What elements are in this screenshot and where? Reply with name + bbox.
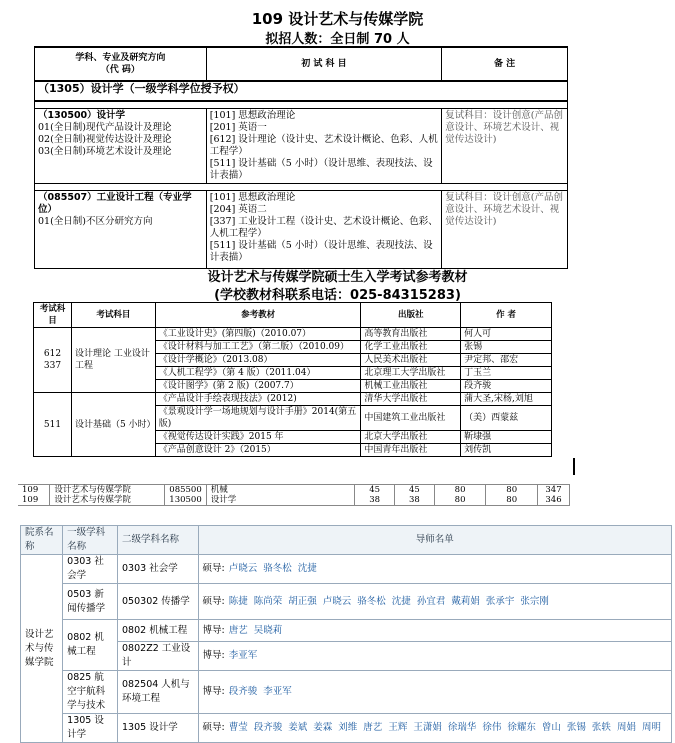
tutor-list (198, 555, 671, 584)
table-row (21, 642, 672, 671)
tutor-list (198, 671, 671, 714)
discipline-heading: （1305）设计学（一级学科学位授予权） (35, 81, 568, 101)
header-book: 参考教材 (155, 303, 361, 328)
author: 段齐骏 (461, 380, 552, 393)
book-title: 《设计图学》(第 2 版)（2007.7） (155, 380, 361, 393)
subject-code: 511 (34, 393, 72, 457)
tutor-link[interactable]: 姜斌 (288, 722, 308, 733)
score-total: 346 (538, 495, 570, 506)
table-header-row (35, 47, 568, 81)
publisher: 北京理工大学出版社 (361, 367, 461, 380)
book-title: 《设计学概论》（2013.08） (155, 354, 361, 367)
major-cell: （130500）设计学 01(全日制)现代产品设计及理论 02(全日制)视觉传达设计及理论 03(全日制)环境艺术设计及理论 (35, 109, 207, 184)
tutor-list (198, 714, 671, 743)
tutor-link[interactable]: 沈捷 (391, 595, 411, 607)
tutor-list (198, 584, 671, 620)
header-notes: 备 注 (442, 47, 568, 81)
score-value: 80 (434, 485, 486, 496)
tutor-link[interactable]: 陈捷 (228, 595, 248, 607)
tutor-link[interactable]: 唐艺 (363, 722, 383, 733)
major-code: 130500 (165, 495, 206, 506)
major-code: 085500 (165, 485, 206, 496)
score-value: 80 (434, 495, 486, 506)
author: 张锡 (461, 341, 552, 354)
tutor-link[interactable]: 唐艺 (228, 624, 248, 636)
tutor-link[interactable]: 吴晓莉 (253, 624, 283, 636)
first-discipline: 1305 设计学 (63, 714, 118, 743)
table-row (34, 393, 552, 406)
tutor-link[interactable]: 周明 (641, 722, 661, 733)
tutor-role-label: 硕导: (202, 722, 225, 733)
table-header-row (21, 526, 672, 555)
major-cell: （085507）工业设计工程（专业学位） 01(全日制)不区分研究方向 (35, 191, 207, 269)
tutor-link[interactable]: 胡正强 (288, 595, 317, 607)
note-cell: 复试科目：设计创意(产品创意设计、环境艺术设计、视觉传达设计) (442, 191, 568, 269)
tutor-role-label: 博导: (202, 650, 225, 661)
exam-subjects-table (34, 46, 568, 269)
header-tutors: 导师名单 (198, 526, 671, 555)
publisher: 机械工业出版社 (361, 380, 461, 393)
page-title: 109 设计艺术与传媒学院 (251, 10, 424, 28)
tutor-link[interactable]: 王辉 (388, 722, 408, 733)
tutor-link[interactable]: 段齐骏 (253, 722, 283, 733)
tutor-link[interactable]: 周娟 (616, 722, 636, 733)
tutor-link[interactable]: 卢晓云 (322, 595, 352, 607)
table-row (35, 109, 568, 184)
header-subject: 考试科目 (71, 303, 155, 328)
subject-name: 设计理论 工业设计工程 (71, 328, 155, 393)
table-row (21, 714, 672, 743)
book-title: 《产品设计手绘表现技法》(2012) (155, 393, 361, 406)
book-title: 《设计材料与加工工艺》（第二版）（2010.09） (155, 341, 361, 354)
header-first-discipline: 一级学科名称 (63, 526, 118, 555)
table-row (35, 191, 568, 269)
second-discipline: 082504 人机与环境工程 (118, 671, 199, 714)
tutor-link[interactable]: 骆冬松 (263, 563, 292, 574)
school-name: 设计艺术与传媒学院 (50, 485, 165, 496)
first-discipline: 0503 新闻传播学 (63, 584, 118, 620)
score-lines-table (18, 484, 570, 506)
second-discipline: 0303 社会学 (118, 555, 199, 584)
score-value: 45 (355, 485, 395, 496)
score-value: 45 (395, 485, 435, 496)
text-cursor (573, 458, 575, 475)
school-code: 109 (18, 485, 50, 496)
tutor-link[interactable]: 张承宇 (485, 595, 515, 607)
header-code: 考试科目 (34, 303, 72, 328)
tutor-link[interactable]: 曹莹 (228, 722, 248, 733)
second-discipline: 0802Z2 工业设计 (118, 642, 199, 671)
header-dept: 院系名称 (21, 526, 63, 555)
tutor-link[interactable]: 张轶 (591, 722, 611, 733)
book-title: 《人机工程学》（第 4 版）（2011.04） (155, 367, 361, 380)
author: 尹定邦、邵宏 (461, 354, 552, 367)
publisher: 清华大学出版社 (361, 393, 461, 406)
tutor-role-label: 硕导: (202, 563, 225, 574)
tutors-table (20, 525, 672, 743)
table-row (18, 495, 570, 506)
header-publisher: 出版社 (361, 303, 461, 328)
author: 蒲大圣,宋杨,刘旭 (461, 393, 552, 406)
second-discipline: 050302 传播学 (118, 584, 199, 620)
subject-name: 设计基础（5 小时） (71, 393, 155, 457)
table-row (21, 671, 672, 714)
author: 靳埭强 (461, 431, 552, 444)
first-discipline: 0303 社会学 (63, 555, 118, 584)
publisher: 人民美术出版社 (361, 354, 461, 367)
author: 刘传凯 (461, 444, 552, 457)
table-row (21, 584, 672, 620)
tutor-list (198, 620, 671, 642)
publisher: 高等教育出版社 (361, 328, 461, 341)
author: 何人可 (461, 328, 552, 341)
school-code: 109 (18, 495, 50, 506)
first-discipline: 0825 航空宇航科学与技术 (63, 671, 118, 714)
subjects-cell: [101] 思想政治理论 [204] 英语二 [337] 工业设计工程（设计史、艺术设计概论、色彩、人机工程学） [511] 设计基础（5 小时）（设计思维、表现技法、设计表描） (206, 191, 442, 269)
tutor-link[interactable]: 卢晓云 (228, 563, 258, 574)
score-value: 80 (486, 495, 538, 506)
book-title: 《景观设计学一场地规划与设计手册》2014(第五版) (155, 406, 361, 431)
tutor-link[interactable]: 王潇娟 (413, 722, 442, 733)
tutor-link[interactable]: 张锡 (566, 722, 586, 733)
enrollment-quota: 拟招人数：全日制 70 人 (265, 32, 410, 47)
tutor-link[interactable]: 李亚军 (228, 650, 258, 661)
publisher: 中国建筑工业出版社 (361, 406, 461, 431)
subject-code: 612 337 (34, 328, 72, 393)
publisher: 化学工业出版社 (361, 341, 461, 354)
subjects-cell: [101] 思想政治理论 [201] 英语一 [612] 设计理论（设计史、艺术设计概论、色彩、人机工程学） [511] 设计基础（5 小时）（设计思维、表现技法、设计表描） (206, 109, 442, 184)
table-row (18, 485, 570, 496)
first-discipline: 0802 机械工程 (63, 620, 118, 671)
tutor-link[interactable]: 徐伟 (482, 722, 502, 733)
tutor-link[interactable]: 沈捷 (297, 563, 317, 574)
tutor-role-label: 博导: (202, 686, 225, 697)
header-author: 作 者 (461, 303, 552, 328)
score-value: 38 (395, 495, 435, 506)
tutor-role-label: 博导: (202, 624, 225, 636)
tutor-link[interactable]: 段齐骏 (228, 686, 258, 697)
tutor-link[interactable]: 戴莉娟 (451, 595, 480, 607)
tutor-link[interactable]: 曾山 (541, 722, 561, 733)
second-discipline: 1305 设计学 (118, 714, 199, 743)
tutor-role-label: 硕导: (202, 595, 225, 607)
tutor-link[interactable]: 李亚军 (263, 686, 292, 697)
tutor-link[interactable]: 骆冬松 (357, 595, 386, 607)
table-row (21, 620, 672, 642)
book-title: 《工业设计史》(第四版)（2010.07） (155, 328, 361, 341)
header-major: 学科、专业及研究方向 （代 码） (35, 47, 207, 81)
author: 丁玉兰 (461, 367, 552, 380)
major-name: 设计学 (206, 495, 355, 506)
tutor-link[interactable]: 刘维 (338, 722, 358, 733)
table-header-row (34, 303, 552, 328)
tutor-link[interactable]: 姜霖 (313, 722, 333, 733)
major-name: 机械 (206, 485, 355, 496)
books-subtitle: (学校教材科联系电话：025-84315283) (214, 288, 461, 303)
tutor-list (198, 642, 671, 671)
publisher: 中国青年出版社 (361, 444, 461, 457)
score-value: 38 (355, 495, 395, 506)
tutor-link[interactable]: 张宗刚 (520, 595, 549, 607)
score-value: 80 (486, 485, 538, 496)
note-cell: 复试科目：设计创意(产品创意设计、环境艺术设计、视觉传达设计) (442, 109, 568, 184)
tutor-link[interactable]: 徐耀东 (507, 722, 536, 733)
table-row (34, 328, 552, 341)
second-discipline: 0802 机械工程 (118, 620, 199, 642)
school-name: 设计艺术与传媒学院 (50, 495, 165, 506)
header-second-discipline: 二级学科名称 (118, 526, 199, 555)
author: （美）西蒙兹 (461, 406, 552, 431)
books-title: 设计艺术与传媒学院硕士生入学考试参考教材 (207, 270, 468, 285)
book-title: 《视觉传达设计实践》2015 年 (155, 431, 361, 444)
table-row (21, 555, 672, 584)
tutor-link[interactable]: 徐瑞华 (447, 722, 477, 733)
tutor-link[interactable]: 孙宜君 (416, 595, 446, 607)
publisher: 北京大学出版社 (361, 431, 461, 444)
tutor-link[interactable]: 陈尚荣 (253, 595, 283, 607)
book-title: 《产品创意设计 2》（2015） (155, 444, 361, 457)
score-total: 347 (538, 485, 570, 496)
header-subjects: 初 试 科 目 (206, 47, 442, 81)
reference-books-table (33, 302, 552, 457)
dept-name: 设计艺术与传媒学院 (21, 555, 63, 743)
